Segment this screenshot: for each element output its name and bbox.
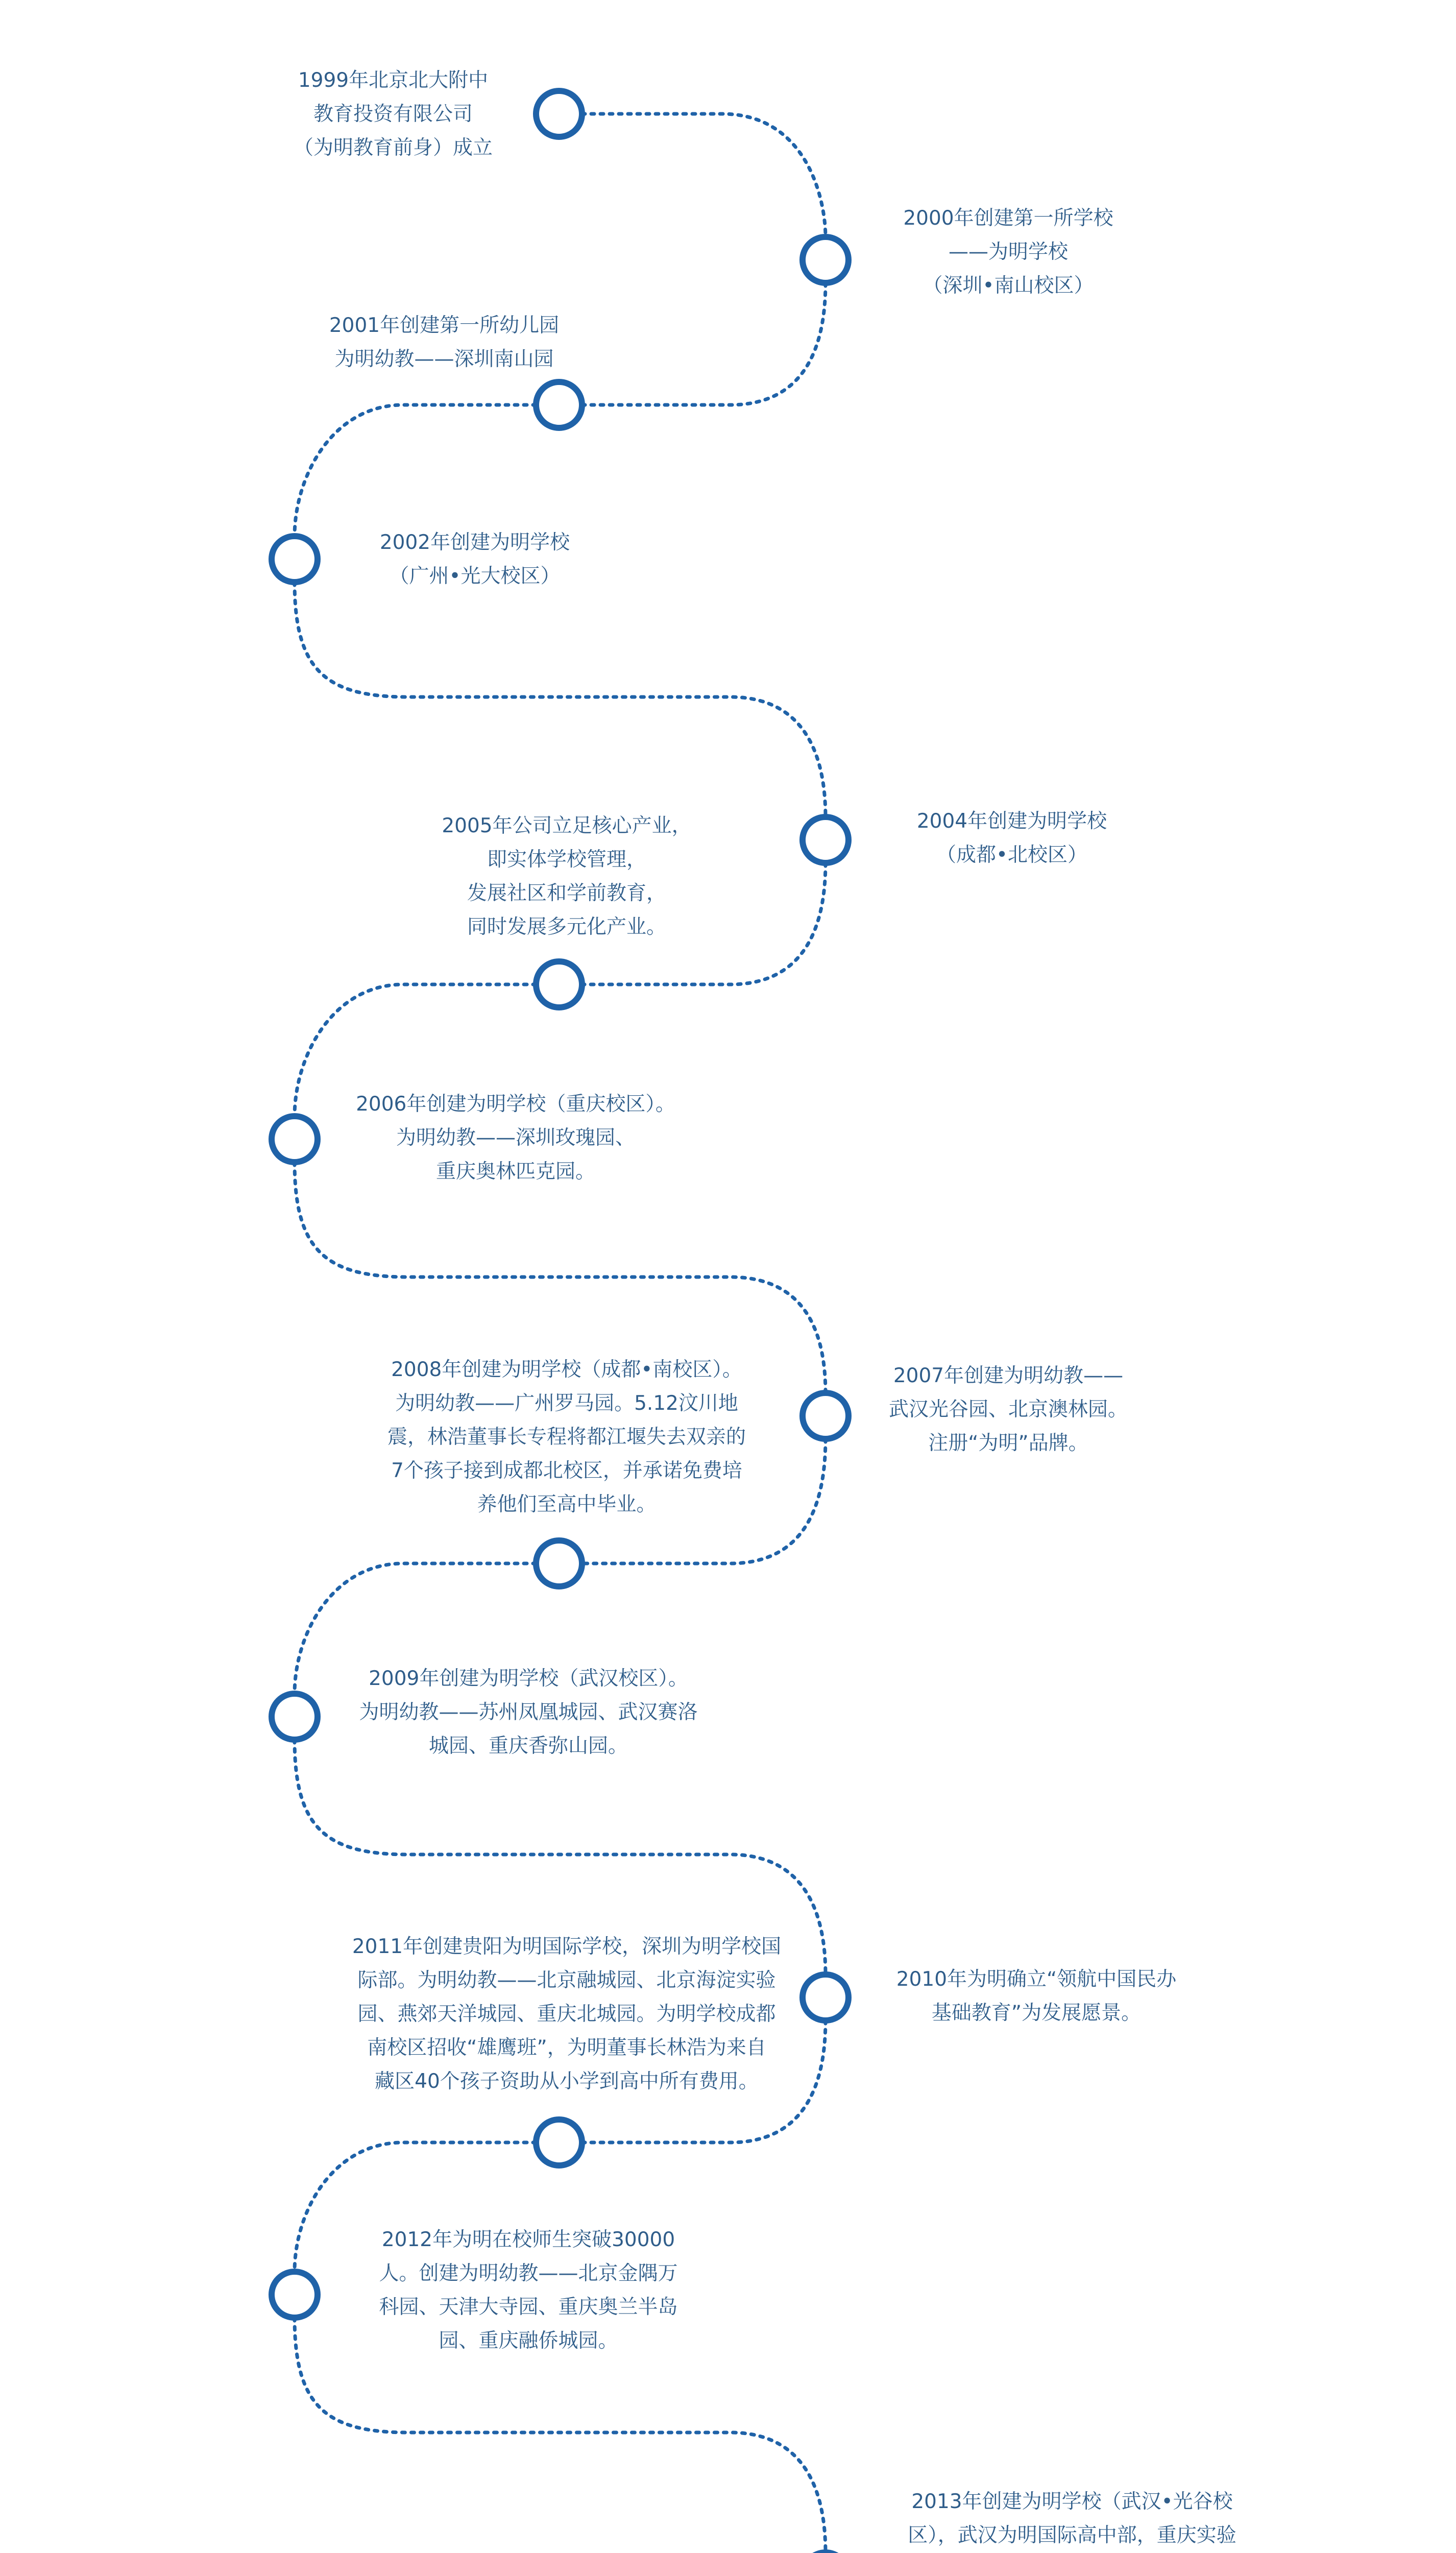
- milestone-label-7: [337, 1088, 694, 1189]
- milestone-text-line: 人。创建为明幼教——北京金隅万: [379, 2262, 678, 2285]
- milestone-text-line: 科园、天津大寺园、重庆奥兰半岛: [379, 2296, 678, 2319]
- milestone-node-2: [803, 237, 848, 283]
- milestone-label-13: [350, 2223, 707, 2358]
- milestone-text-line: 2005年公司立足核心产业，: [442, 814, 692, 837]
- milestone-text-line: 养他们至高中毕业。: [477, 1493, 657, 1516]
- milestone-text-line: 教育投资有限公司: [313, 103, 473, 126]
- milestone-text-line: （广州•光大校区）: [389, 565, 561, 588]
- milestone-label-3: [317, 309, 572, 376]
- timeline-path: [295, 114, 826, 2553]
- milestone-text-line: 为明幼教——深圳南山园: [334, 348, 554, 371]
- milestone-node-6: [536, 961, 582, 1007]
- milestone-node-8: [803, 1393, 848, 1439]
- milestone-node-10: [272, 1694, 318, 1740]
- milestone-text-line: 2012年为明在校师生突破30000: [381, 2228, 675, 2251]
- milestone-label-9: [362, 1353, 771, 1522]
- milestone-text-line: 同时发展多元化产业。: [467, 916, 666, 938]
- milestone-text-line: 1999年北京北大附中: [298, 69, 489, 92]
- milestone-text-line: 2007年创建为明幼教——: [893, 1364, 1124, 1387]
- milestone-text-line: 2008年创建为明学校（成都•南校区）。: [391, 1358, 742, 1381]
- milestone-text-line: 震，林浩董事长专程将都江堰失去双亲的: [387, 1426, 746, 1449]
- milestone-text-line: 南校区招收“雄鹰班”，为明董事长林浩为来自: [367, 2036, 766, 2059]
- milestone-text-line: （为明教育前身）成立: [293, 136, 493, 159]
- milestone-text-line: 2013年创建为明学校（武汉•光谷校: [911, 2490, 1233, 2513]
- milestone-text-line: 藏区40个孩子资助从小学到高中所有费用。: [375, 2070, 759, 2093]
- milestone-text-line: 为明幼教——苏州凤凰城园、武汉赛洛: [359, 1701, 698, 1724]
- milestone-text-line: 2010年为明确立“领航中国民办: [896, 1968, 1177, 1991]
- milestone-text-line: 2002年创建为明学校: [379, 531, 570, 554]
- milestone-label-10: [350, 1662, 707, 1763]
- milestone-text-line: 际部。为明幼教——北京融城园、北京海淀实验: [357, 1969, 776, 1992]
- milestone-text-line: 重庆奥林匹克园。: [435, 1160, 595, 1183]
- milestone-label-1: [265, 64, 521, 165]
- milestone-label-11: [883, 1963, 1190, 2030]
- milestone-label-14: [881, 2485, 1264, 2553]
- milestone-text-line: 注册“为明”品牌。: [928, 1432, 1088, 1455]
- milestone-text-line: 为明幼教——深圳玫瑰园、: [396, 1126, 635, 1149]
- milestone-label-4: [347, 526, 602, 593]
- milestone-label-12: [337, 1930, 796, 2099]
- milestone-node-12: [536, 2120, 582, 2165]
- milestone-text-line: 7个孩子接到成都北校区，并承诺免费培: [391, 1459, 742, 1482]
- milestone-text-line: 为明幼教——广州罗马园。5.12汶川地: [395, 1392, 738, 1415]
- milestone-text-line: 发展社区和学前教育，: [467, 882, 666, 905]
- milestone-text-line: （深圳•南山校区）: [923, 274, 1094, 297]
- milestone-node-9: [536, 1540, 582, 1586]
- milestone-text-line: 即实体学校管理，: [487, 848, 646, 871]
- timeline-nodes: [272, 91, 848, 2553]
- milestone-label-5: [884, 805, 1139, 872]
- milestone-node-4: [272, 536, 318, 582]
- milestone-text-line: 2001年创建第一所幼儿园: [329, 314, 560, 337]
- milestone-text-line: 城园、重庆香弥山园。: [428, 1735, 628, 1757]
- milestone-text-line: 2006年创建为明学校（重庆校区）。: [356, 1093, 675, 1116]
- milestone-node-13: [272, 2272, 318, 2318]
- milestone-text-line: 2004年创建为明学校: [916, 810, 1107, 833]
- milestone-text-line: 2009年创建为明学校（武汉校区）。: [369, 1667, 688, 1690]
- milestone-node-1: [536, 91, 582, 137]
- milestone-node-11: [803, 1974, 848, 2020]
- milestone-text-line: 武汉光谷园、北京澳林园。: [888, 1398, 1128, 1421]
- milestone-text-line: 2011年创建贵阳为明国际学校，深圳为明学校国: [352, 1935, 782, 1958]
- milestone-node-7: [272, 1116, 318, 1162]
- milestone-text-line: 园、重庆融侨城园。: [439, 2329, 618, 2352]
- milestone-text-line: 园、燕郊天洋城园、重庆北城园。为明学校成都: [357, 2003, 776, 2026]
- milestone-label-2: [881, 202, 1136, 303]
- milestone-label-8: [881, 1359, 1136, 1460]
- milestone-label-6: [414, 809, 720, 944]
- milestone-text-line: （成都•北校区）: [936, 844, 1087, 866]
- milestone-text-line: ——为明学校: [948, 240, 1068, 263]
- milestone-text-line: 基础教育”为发展愿景。: [931, 2002, 1142, 2025]
- milestone-text-line: 2000年创建第一所学校: [903, 207, 1113, 230]
- milestone-node-5: [803, 817, 848, 863]
- milestone-node-3: [536, 382, 582, 428]
- milestone-text-line: 区），武汉为明国际高中部，重庆实验: [908, 2524, 1236, 2547]
